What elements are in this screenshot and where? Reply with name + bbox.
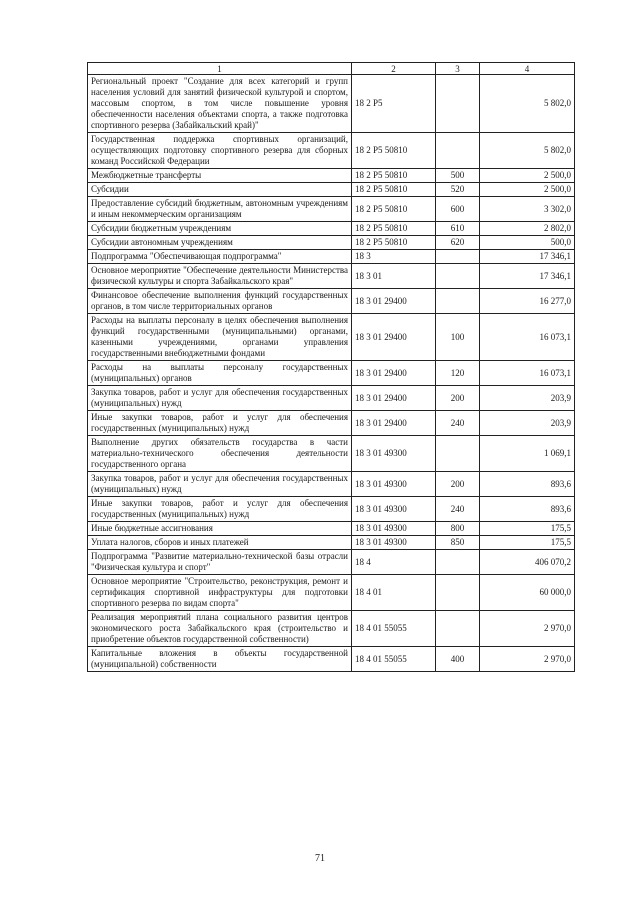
row-type-cell: 850 [436, 536, 480, 550]
row-name-cell: Иные закупки товаров, работ и услуг для обеспечения государственных (муниципальных) нужд [88, 497, 352, 522]
table-row [88, 250, 575, 264]
row-code-cell: 18 3 [352, 250, 436, 264]
table-row [88, 133, 575, 169]
column-header-4: 4 [480, 63, 575, 75]
row-amount-cell: 175,5 [480, 522, 575, 536]
table-row [88, 236, 575, 250]
table-row [88, 536, 575, 550]
row-amount-cell: 893,6 [480, 472, 575, 497]
row-name-cell: Выполнение других обязательств государства в части материально-технического обеспечения деятельности государственного органа [88, 436, 352, 472]
table-row [88, 183, 575, 197]
table-row [88, 436, 575, 472]
row-type-cell [436, 611, 480, 647]
row-amount-cell: 893,6 [480, 497, 575, 522]
row-type-cell: 100 [436, 314, 480, 361]
row-type-cell: 520 [436, 183, 480, 197]
row-type-cell: 200 [436, 472, 480, 497]
row-code-cell: 18 2 Р5 50810 [352, 236, 436, 250]
row-name-cell: Основное мероприятие "Обеспечение деятельности Министерства физической культуры и спорта Забайкальского края" [88, 264, 352, 289]
row-name-cell: Закупка товаров, работ и услуг для обеспечения государственных (муниципальных) нужд [88, 472, 352, 497]
row-code-cell: 18 2 Р5 50810 [352, 133, 436, 169]
row-code-cell: 18 4 01 [352, 575, 436, 611]
row-type-cell: 120 [436, 361, 480, 386]
row-amount-cell: 203,9 [480, 411, 575, 436]
row-amount-cell: 406 070,2 [480, 550, 575, 575]
row-code-cell: 18 3 01 29400 [352, 289, 436, 314]
row-type-cell [436, 289, 480, 314]
row-name-cell: Расходы на выплаты персоналу государственных (муниципальных) органов [88, 361, 352, 386]
row-type-cell: 200 [436, 386, 480, 411]
column-header-2: 2 [352, 63, 436, 75]
row-type-cell [436, 75, 480, 133]
row-amount-cell: 5 802,0 [480, 133, 575, 169]
row-name-cell: Подпрограмма "Развитие материально-технической базы отрасли "Физическая культура и спорт" [88, 550, 352, 575]
row-type-cell [436, 264, 480, 289]
row-type-cell [436, 550, 480, 575]
row-amount-cell: 17 346,1 [480, 250, 575, 264]
row-amount-cell: 60 000,0 [480, 575, 575, 611]
row-name-cell: Основное мероприятие "Строительство, реконструкция, ремонт и сертификация спортивной инфраструктуры для подготовки спортивного резерва по видам спорта" [88, 575, 352, 611]
row-code-cell: 18 3 01 29400 [352, 361, 436, 386]
table-body [88, 75, 575, 672]
row-amount-cell: 17 346,1 [480, 264, 575, 289]
row-name-cell: Региональный проект "Создание для всех категорий и групп населения условий для занятий физической культурой и спортом, массовым спортом, в том числе повышение уровня обеспеченности населения объектами спорта, а также подготовка спортивного резерва (Забайкальский край)" [88, 75, 352, 133]
table-row [88, 647, 575, 672]
row-name-cell: Межбюджетные трансферты [88, 169, 352, 183]
table-row [88, 522, 575, 536]
row-code-cell: 18 2 Р5 50810 [352, 169, 436, 183]
row-code-cell: 18 3 01 49300 [352, 436, 436, 472]
table-row [88, 472, 575, 497]
row-type-cell [436, 250, 480, 264]
row-code-cell: 18 2 Р5 50810 [352, 197, 436, 222]
row-name-cell: Подпрограмма "Обеспечивающая подпрограмма" [88, 250, 352, 264]
row-code-cell: 18 2 Р5 50810 [352, 222, 436, 236]
row-name-cell: Финансовое обеспечение выполнения функций государственных органов, в том числе территориальных органов [88, 289, 352, 314]
row-type-cell: 500 [436, 169, 480, 183]
row-name-cell: Субсидии [88, 183, 352, 197]
row-amount-cell: 16 277,0 [480, 289, 575, 314]
row-code-cell: 18 2 Р5 50810 [352, 183, 436, 197]
column-header-3: 3 [436, 63, 480, 75]
row-name-cell: Субсидии бюджетным учреждениям [88, 222, 352, 236]
row-type-cell [436, 133, 480, 169]
row-code-cell: 18 3 01 29400 [352, 314, 436, 361]
table-row [88, 611, 575, 647]
row-code-cell: 18 3 01 49300 [352, 497, 436, 522]
row-type-cell [436, 575, 480, 611]
row-amount-cell: 16 073,1 [480, 361, 575, 386]
table-row [88, 497, 575, 522]
row-type-cell [436, 436, 480, 472]
table-row [88, 169, 575, 183]
table-row [88, 361, 575, 386]
row-name-cell: Реализация мероприятий плана социального развития центров экономического роста Забайкальского края (строительство и приобретение объектов государственной собственности) [88, 611, 352, 647]
row-code-cell: 18 3 01 29400 [352, 386, 436, 411]
row-amount-cell: 2 500,0 [480, 169, 575, 183]
row-amount-cell: 2 970,0 [480, 611, 575, 647]
row-code-cell: 18 3 01 49300 [352, 536, 436, 550]
row-name-cell: Иные закупки товаров, работ и услуг для обеспечения государственных (муниципальных) нужд [88, 411, 352, 436]
budget-table [87, 62, 575, 672]
row-type-cell: 610 [436, 222, 480, 236]
row-name-cell: Капитальные вложения в объекты государственной (муниципальной) собственности [88, 647, 352, 672]
row-code-cell: 18 3 01 [352, 264, 436, 289]
table-row [88, 386, 575, 411]
table-row [88, 222, 575, 236]
page-number: 71 [315, 853, 325, 864]
row-amount-cell: 2 500,0 [480, 183, 575, 197]
row-name-cell: Уплата налогов, сборов и иных платежей [88, 536, 352, 550]
table-row [88, 264, 575, 289]
row-amount-cell: 16 073,1 [480, 314, 575, 361]
row-code-cell: 18 4 [352, 550, 436, 575]
table-row [88, 575, 575, 611]
row-amount-cell: 500,0 [480, 236, 575, 250]
table-row [88, 550, 575, 575]
row-code-cell: 18 3 01 49300 [352, 522, 436, 536]
row-amount-cell: 203,9 [480, 386, 575, 411]
column-header-1: 1 [88, 63, 352, 75]
row-type-cell: 240 [436, 411, 480, 436]
row-amount-cell: 175,5 [480, 536, 575, 550]
table-row [88, 314, 575, 361]
row-code-cell: 18 4 01 55055 [352, 611, 436, 647]
table-header-row [88, 63, 575, 75]
row-type-cell: 620 [436, 236, 480, 250]
row-name-cell: Предоставление субсидий бюджетным, автономным учреждениям и иным некоммерческим организациям [88, 197, 352, 222]
row-amount-cell: 3 302,0 [480, 197, 575, 222]
row-code-cell: 18 3 01 29400 [352, 411, 436, 436]
row-name-cell: Иные бюджетные ассигнования [88, 522, 352, 536]
row-code-cell: 18 4 01 55055 [352, 647, 436, 672]
table-row [88, 411, 575, 436]
row-type-cell: 240 [436, 497, 480, 522]
row-name-cell: Закупка товаров, работ и услуг для обеспечения государственных (муниципальных) нужд [88, 386, 352, 411]
row-name-cell: Расходы на выплаты персоналу в целях обеспечения выполнения функций государственными (муниципальными) органами, казенными учреждениями, органами управления государственными внебюджетными фондами [88, 314, 352, 361]
table-row [88, 197, 575, 222]
row-name-cell: Субсидии автономным учреждениям [88, 236, 352, 250]
row-amount-cell: 5 802,0 [480, 75, 575, 133]
row-type-cell: 600 [436, 197, 480, 222]
row-type-cell: 400 [436, 647, 480, 672]
row-amount-cell: 2 802,0 [480, 222, 575, 236]
table-row [88, 289, 575, 314]
row-code-cell: 18 2 Р5 [352, 75, 436, 133]
row-amount-cell: 2 970,0 [480, 647, 575, 672]
row-name-cell: Государственная поддержка спортивных организаций, осуществляющих подготовку спортивного резерва для сборных команд Российской Федерации [88, 133, 352, 169]
row-code-cell: 18 3 01 49300 [352, 472, 436, 497]
row-type-cell: 800 [436, 522, 480, 536]
row-amount-cell: 1 069,1 [480, 436, 575, 472]
table-row [88, 75, 575, 133]
